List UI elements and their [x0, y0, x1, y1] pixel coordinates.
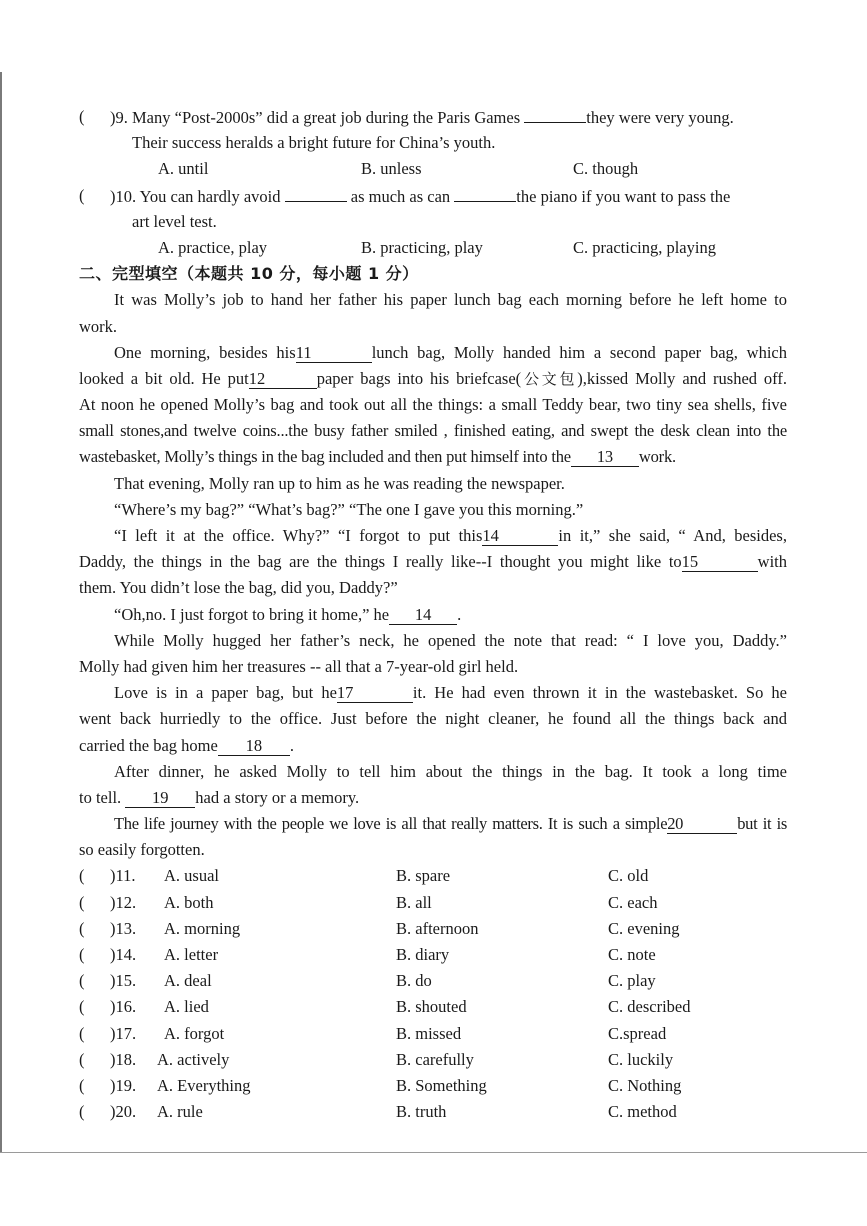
passage-line: Love is in a paper bag, but he17 it. He had even thrown it in the wastebasket. So he: [114, 683, 787, 703]
question-9-continued: Their success heralds a bright future for China’s youth.: [132, 133, 496, 153]
option-a: A. forgot: [164, 1023, 225, 1043]
question-text: )10. You can hardly avoid as much as can the piano if you want to pass the: [110, 183, 730, 210]
option-a: A. deal: [164, 971, 212, 991]
blank-12: 12: [249, 370, 317, 389]
blank-13: 13: [571, 448, 639, 467]
options-list: [79, 863, 787, 1125]
passage-line: small stones,and twelve coins...the busy father smiled , finished eating, and swept the desk clean into the: [79, 421, 787, 441]
page-bottom-border: [0, 1152, 867, 1153]
blank: [454, 183, 516, 202]
option-c: C. luckily: [608, 1049, 674, 1069]
answer-paren: (: [79, 866, 85, 886]
option-a: A. practice, play: [158, 237, 268, 257]
answer-paren: (: [79, 1049, 85, 1069]
option-c: C. each: [608, 892, 658, 912]
option-c: C. play: [608, 971, 656, 991]
question-number: )11.: [110, 866, 136, 886]
passage-line: work.: [79, 316, 118, 336]
option-row: [79, 1099, 787, 1125]
question-10-options: [79, 235, 787, 261]
option-b: B. diary: [396, 945, 450, 964]
option-row: [79, 1073, 787, 1099]
option-a: A. lied: [164, 997, 209, 1017]
option-row: [79, 863, 787, 889]
passage-line: One morning, besides his11 lunch bag, Molly handed him a second paper bag, which: [114, 342, 787, 362]
option-row: [79, 942, 787, 968]
option-row: [79, 1047, 787, 1073]
option-c: C. method: [608, 1102, 677, 1122]
page-top-margin: [0, 0, 867, 72]
blank-16: 14: [389, 606, 457, 625]
option-a: A. rule: [157, 1102, 203, 1122]
option-row: [79, 890, 787, 916]
answer-paren: (: [79, 997, 85, 1017]
passage-line: While Molly hugged her father’s neck, he opened the note that read: “ I love you, Daddy.”: [114, 630, 787, 650]
option-b: B. practicing, play: [361, 237, 483, 257]
answer-paren: (: [79, 892, 85, 912]
option-a: A. actively: [157, 1049, 230, 1069]
option-c: C. evening: [608, 918, 680, 938]
option-a: A. usual: [164, 866, 219, 886]
passage-line: to tell. 19 had a story or a memory.: [79, 787, 360, 807]
option-c: C. old: [608, 866, 649, 886]
option-b: B. missed: [396, 1023, 462, 1043]
option-row: [79, 916, 787, 942]
option-b: B. do: [396, 971, 432, 991]
question-number: )18.: [110, 1049, 137, 1069]
passage-line: “Oh,no. I just forgot to bring it home,” he 14 .: [114, 604, 462, 624]
blank-14: 14: [482, 527, 558, 546]
option-b: B. shouted: [396, 997, 467, 1017]
passage-line: looked a bit old. He put12 paper bags into his briefcase(公文包),kissed Molly and rushed off.: [79, 368, 787, 388]
passage-line: Molly had given him her treasures -- all that a 7-year-old girl held.: [79, 656, 519, 676]
passage-line: The life journey with the people we love is all that really matters. It is such a simple20 but it is: [114, 814, 788, 834]
option-b: B. afternoon: [396, 918, 479, 938]
option-b: B. carefully: [396, 1049, 474, 1069]
question-10: [79, 183, 787, 209]
answer-paren: (: [79, 185, 85, 205]
question-number: )16.: [110, 997, 137, 1017]
question-9-options: [79, 156, 787, 182]
question-number: )12.: [110, 892, 137, 912]
passage-line: “I left it at the office. Why?” “I forgot to put this14 in it,” she said, “ And, besides,: [114, 526, 787, 545]
option-b: B. unless: [361, 159, 422, 179]
answer-paren: (: [79, 971, 85, 991]
question-10-continued: art level test.: [132, 211, 217, 231]
blank-18: 18: [218, 737, 290, 756]
passage-line: them. You didn’t lose the bag, did you, Daddy?”: [79, 578, 398, 598]
question-9: [79, 104, 787, 130]
question-number: )17.: [110, 1023, 137, 1043]
answer-paren: (: [79, 107, 85, 126]
blank: [285, 183, 347, 202]
question-number: )20.: [110, 1102, 137, 1122]
exam-page: [79, 104, 787, 1125]
option-c: C. note: [608, 945, 656, 964]
section-title: 二、完型填空（本题共 10 分，每小题 1 分）: [79, 264, 419, 284]
option-row: [79, 968, 787, 994]
option-row: [79, 1021, 787, 1047]
passage-line: After dinner, he asked Molly to tell him about the things in the bag. It took a long time: [114, 761, 787, 781]
option-b: B. all: [396, 892, 432, 912]
answer-paren: (: [79, 945, 85, 964]
option-a: A. Everything: [157, 1075, 251, 1095]
passage-line: It was Molly’s job to hand her father his paper lunch bag each morning before he left home to: [114, 290, 787, 310]
option-c: C. practicing, playing: [573, 237, 716, 257]
page-left-border: [0, 72, 2, 1152]
option-b: B. truth: [396, 1102, 447, 1122]
passage-line: At noon he opened Molly’s bag and took out all the things: a small Teddy bear, two tiny sea shells, five: [79, 395, 787, 415]
passage-line: “Where’s my bag?” “What’s bag?” “The one I gave you this morning.”: [114, 499, 584, 519]
option-a: A. morning: [164, 918, 241, 938]
blank-15: 15: [682, 553, 758, 572]
passage-line: Daddy, the things in the bag are the things I really like--I thought you might like to15 with: [79, 552, 787, 572]
option-c: C. though: [573, 159, 639, 179]
answer-paren: (: [79, 1075, 85, 1095]
passage-line: wastebasket, Molly’s things in the bag included and then put himself into the 13 work.: [79, 447, 676, 467]
option-a: A. until: [158, 159, 209, 179]
option-c: C. Nothing: [608, 1075, 682, 1095]
blank-20: 20: [667, 815, 737, 834]
blank-11: 11: [296, 344, 372, 363]
passage-line: That evening, Molly ran up to him as he was reading the newspaper.: [114, 473, 565, 493]
option-c: C.spread: [608, 1023, 667, 1043]
option-row: [79, 994, 787, 1020]
blank: [524, 104, 586, 123]
option-b: B. spare: [396, 866, 451, 886]
question-text: )9. Many “Post-2000s” did a great job during the Paris Games they were very young.: [110, 104, 734, 131]
option-a: A. letter: [164, 945, 219, 964]
blank-17: 17: [337, 684, 413, 703]
answer-paren: (: [79, 918, 85, 938]
passage-line: carried the bag home 18 .: [79, 735, 294, 755]
option-a: A. both: [164, 892, 214, 912]
blank-19: 19: [125, 789, 195, 808]
question-number: )15.: [110, 971, 137, 991]
question-number: )19.: [110, 1075, 137, 1095]
option-b: B. Something: [396, 1075, 487, 1095]
passage-line: went back hurriedly to the office. Just before the night cleaner, he found all the things back and: [79, 709, 787, 729]
question-number: )14.: [110, 945, 137, 964]
answer-paren: (: [79, 1023, 85, 1043]
question-number: )13.: [110, 918, 137, 938]
option-c: C. described: [608, 997, 691, 1017]
answer-paren: (: [79, 1102, 85, 1122]
passage-line: so easily forgotten.: [79, 840, 205, 860]
